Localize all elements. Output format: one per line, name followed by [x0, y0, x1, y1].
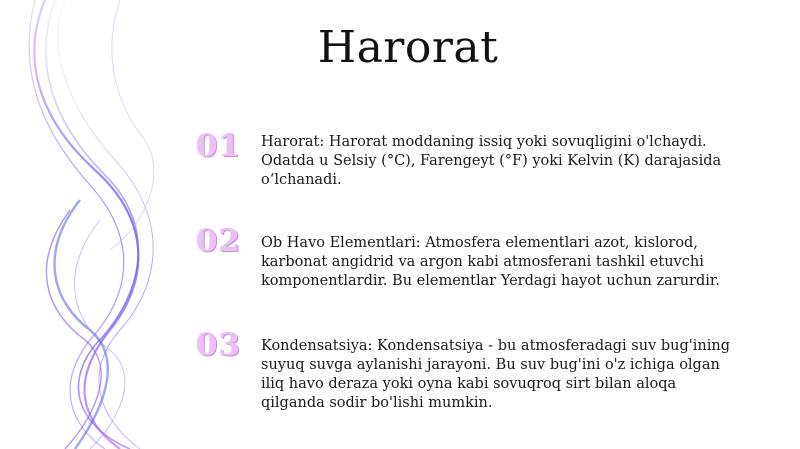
item-number-03: 03	[196, 327, 242, 363]
item-text-02: Ob Havo Elementlari: Atmosfera elementlari azot, kislorod, karbonat angidrid va argon kabi atmosferani tashkil etuvchi komponentlardir. Bu elementlar Yerdagi hayot uchun zarurdir.	[261, 235, 720, 289]
item-text-01: Harorat: Harorat moddaning issiq yoki sovuqligini o'lchaydi. Odatda u Selsiy (°C), Farengeyt (°F) yoki Kelvin (K) darajasida o‘lchanadi.	[261, 134, 722, 188]
item-number-01: 01	[196, 128, 242, 164]
slide-title: Harorat	[317, 22, 499, 73]
item-number-02: 02	[196, 223, 242, 259]
item-text-03: Kondensatsiya: Kondensatsiya - bu atmosferadagi suv bug'ining suyuq suvga aylanishi jarayoni. Bu suv bug'ini o'z ichiga olgan iliq havo deraza yoki oyna kabi sovuqroq sirt bilan aloqa qilganda sodir bo'lishi mumkin.	[261, 338, 730, 411]
